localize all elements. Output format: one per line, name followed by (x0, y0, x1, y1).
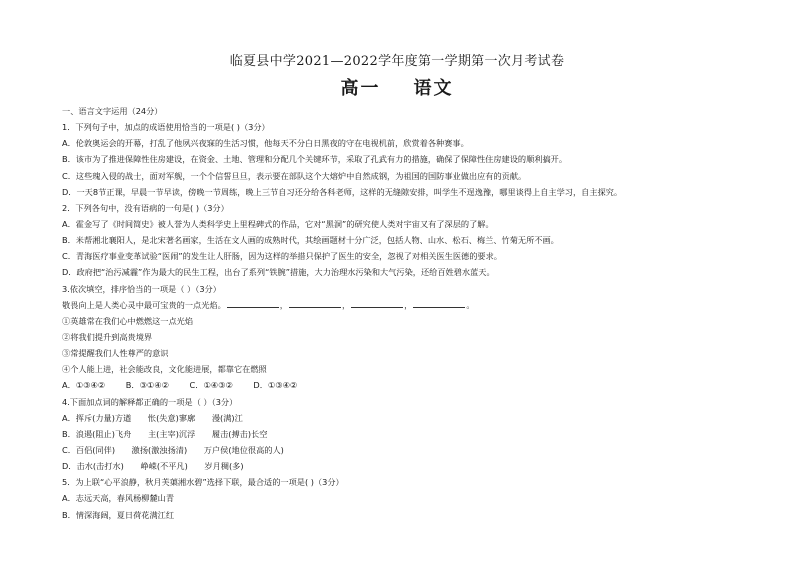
question-2-option-b: B．米帮湘北襄阳人，是北宋著名画家，生活在文人画的成熟时代，其绘画题材十分广泛，包括人物、山水、松石、梅兰、竹菊无所不画。 (62, 235, 559, 246)
word-item: C．百侣(同伴) (62, 444, 116, 455)
question-4-option-a (62, 410, 752, 426)
question-3-option-b: B．③①④② (125, 380, 169, 391)
question-3-option-a: A．①③④② (62, 380, 106, 391)
word-item: 漫(满)江 (211, 412, 243, 423)
fill-blank (227, 299, 279, 308)
question-1-option-b: B．该市为了推进保障性住房建设，在资金、土地、管理和分配几个关键环节，采取了孔武有力的措施，确保了保障性住房建设的顺利搞开。 (62, 154, 568, 165)
word-item: B．浪遏(阻止)飞舟 (62, 428, 132, 439)
question-3-item: ①英雄常在我们心中燃燃这一点光焰 (62, 315, 194, 326)
section-heading: 一、语言文字运用（24分） (62, 106, 163, 116)
question-2-option-a: A．霍金写了《时间简史》被人誉为人类科学史上里程碑式的作品，它对“黑洞”的研究使人类对宇宙又有了深层的了解。 (62, 218, 494, 229)
question-4-stem: 4.下面加点词的解释都正确的一项是（ ）（3分） (62, 396, 238, 407)
question-4-option-b (62, 426, 752, 442)
question-1-stem: 1．下列句子中，加点的成语使用恰当的一项是( )（3分） (62, 122, 270, 133)
word-item: 峥嵘(不平凡) (140, 461, 188, 472)
word-item: 激扬(激浊扬清) (131, 444, 188, 455)
word-item: A．挥斥(力量)方遒 (62, 412, 132, 423)
word-item: 岁月稠(多) (204, 461, 244, 472)
question-1-option-a: A．伦敦奥运会的开幕，打乱了他夙兴夜寐的生活习惯，他每天不分白日黑夜的守在电视机前，欣赏着各种赛事。 (62, 138, 469, 149)
question-3-item: ④个人能上进，社会能改良，文化能进展，都靠它在燃照 (62, 364, 267, 375)
fill-blank (351, 299, 403, 308)
question-5-stem: 5．为上联“心平浪静，秋月芙蕖湘水碧”选择下联，最合适的一项是( )（3分） (62, 477, 344, 488)
exam-title: 临夏县中学2021—2022学年度第一学期第一次月考试卷 (229, 54, 565, 69)
subject-title: 高一 语文 (340, 78, 454, 99)
word-item: D．击水(击打水) (62, 461, 124, 472)
question-5-option-b: B．情深海阔，夏日荷花满江红 (62, 509, 175, 520)
question-3-stem: 3.依次填空，排序恰当的一项是（ ）（3分） (62, 283, 221, 294)
question-2-stem: 2．下列各句中，没有语病的一句是( )（3分） (62, 202, 229, 213)
question-1-option-d: D．一天8节正课，早晨一节早读，傍晚一节周练，晚上三节自习还分给各科老师，这样的无缝隙安排，叫学生不逞逸豫，哪里谈得上自主学习，自主探究。 (62, 186, 623, 197)
question-4-option-d (62, 458, 752, 474)
question-3-sentence: 敬畏向上是人类心灵中最可宝贵的一点光焰。 ， ， ， 。 (62, 299, 475, 310)
question-3-item: ②将我们提升到高贵境界 (62, 331, 153, 342)
word-item: 怅(失意)寥廓 (147, 412, 196, 423)
question-2-option-c: C．青海医疗事业变革试验“医闹”的发生让人肝肠，因为这样的举措只保护了医生的安全，忽视了对相关医生医德的要求。 (62, 251, 502, 262)
question-3-option-c: C．①④③② (189, 380, 233, 391)
word-item: 主(主宰)沉浮 (147, 428, 196, 439)
question-2-option-d: D．政府把“治污减霾”作为最大的民生工程，出台了系列“铁腕”措施，大力治理水污染和大气污染，还给百姓碧水蓝天。 (62, 267, 495, 278)
word-item: 履击(搏击)长空 (211, 428, 268, 439)
word-item: 万户侯(地位很高的人) (203, 444, 284, 455)
question-3-option-d: D．①③④② (253, 380, 298, 391)
question-3-options (62, 377, 752, 393)
fill-blank (413, 299, 465, 308)
question-5-option-a: A．志远天高，春风杨柳麓山青 (62, 493, 175, 504)
exam-content (62, 103, 752, 523)
question-1-option-c: C．这些瑰入侵的战士，面对军舰，一个个信誓旦旦，表示要在部队这个大熔炉中自然成钢，为祖国的国防事业做出应有的贡献。 (62, 170, 527, 181)
fill-blank (289, 299, 341, 308)
question-3-sentence-text: 敬畏向上是人类心灵中最可宝贵的一点光焰。 (62, 299, 226, 310)
question-4-option-c (62, 442, 752, 458)
question-3-item: ③常提醒我们人性尊严的意识 (62, 348, 169, 359)
